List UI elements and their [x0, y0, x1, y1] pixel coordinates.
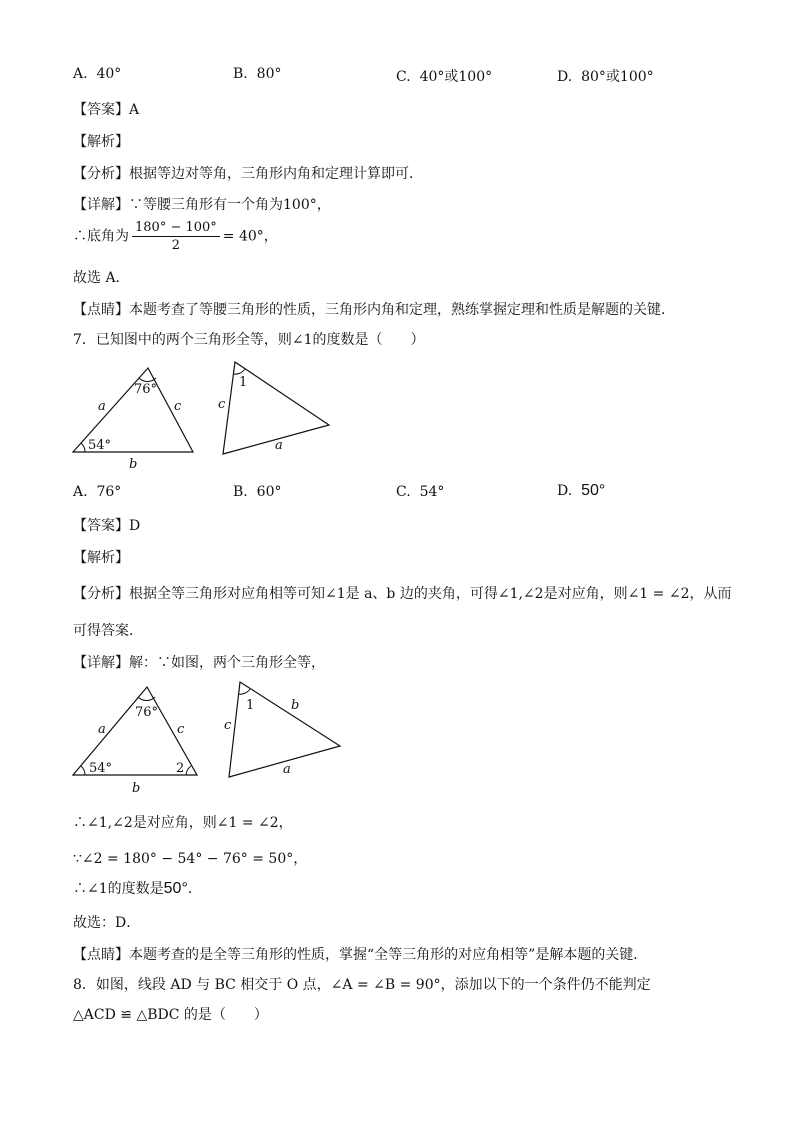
q7-option-c: C. 54°: [396, 484, 445, 500]
side-c-label: c: [224, 718, 232, 733]
angle-76-label: 76°: [134, 382, 158, 397]
q7-step3: ∴∠1的度数是50°．: [73, 880, 202, 897]
q6-comment: 【点睛】本题考查了等腰三角形的性质，三角形内角和定理，熟练掌握定理和性质是解题的关键．: [73, 302, 675, 318]
q6-fenxi: 【分析】根据等边对等角，三角形内角和定理计算即可．: [73, 166, 423, 182]
side-a-label: a: [98, 399, 106, 414]
side-a-label: a: [98, 722, 106, 737]
angle-54-label: 54°: [88, 438, 112, 453]
q7-option-d: D. 50°: [557, 482, 606, 499]
angle-54-label: 54°: [89, 761, 113, 776]
q6-option-b: B. 80°: [233, 66, 282, 82]
q6-calculation: ∴底角为 $\frac{180^\circ - 100^\circ}{2}$ = 40°，: [73, 220, 278, 253]
q7-answer: 【答案】D: [73, 518, 141, 534]
triangle-left: [73, 687, 197, 796]
q7-comment: 【点睛】本题考查的是全等三角形的性质，掌握“全等三角形的对应角相等”是解本题的关键．: [73, 947, 648, 963]
fraction: $\frac{180^\circ - 100^\circ}{2}$: [132, 220, 220, 253]
q6-option-a: A. 40°: [73, 66, 122, 82]
angle-2-label: 2: [176, 761, 185, 776]
q7-option-b: B. 60°: [233, 484, 282, 500]
angle-1-label: 1: [246, 698, 255, 713]
q7-step2: ∵∠2 = 180° − 54° − 76° = 50°，: [73, 851, 308, 867]
angle-1-label: 1: [239, 375, 248, 390]
q6-detail: 【详解】∵等腰三角形有一个角为100°，: [73, 197, 331, 213]
q7-step1: ∴∠1,∠2是对应角，则∠1 = ∠2，: [73, 815, 293, 831]
q7-choose: 故选：D．: [73, 915, 141, 931]
side-b-label: b: [129, 457, 138, 472]
side-a-label: a: [283, 762, 291, 777]
side-c-label: c: [177, 722, 185, 737]
q6-choose: 故选 A．: [73, 270, 130, 286]
q7-stem: 7．已知图中的两个三角形全等，则∠1的度数是（ ）: [73, 332, 425, 348]
q7-fenxi-line1: 【分析】根据全等三角形对应角相等可知∠1是 a、b 边的夹角，可得∠1,∠2是对应角，则∠1 = ∠2，从而: [73, 586, 732, 602]
q6-answer: 【答案】A: [73, 102, 140, 118]
q8-stem-line1: 8．如图，线段 AD 与 BC 相交于 O 点，∠A = ∠B = 90°，添加以下的一个条件仍不能判定: [73, 977, 651, 993]
side-c-label: c: [174, 399, 182, 414]
q7-fenxi-line2: 可得答案．: [73, 623, 143, 639]
q6-analysis-heading: 【解析】: [73, 134, 129, 150]
q6-option-c: C. 40°或100°: [396, 69, 493, 85]
side-c-label: c: [218, 397, 226, 412]
q7-detail: 【详解】解：∵如图，两个三角形全等，: [73, 655, 325, 671]
q6-option-d: D. 80°或100°: [557, 69, 654, 85]
q7-solution-figure: [60, 678, 360, 798]
triangle-right: [224, 682, 340, 777]
q7-figure: [60, 355, 350, 475]
side-b-label: b: [291, 698, 300, 713]
triangle-right: [218, 362, 329, 454]
q8-stem-line2: △ACD ≌ △BDC 的是（ ）: [73, 1007, 268, 1023]
triangle-left: [73, 368, 193, 472]
angle-76-label: 76°: [135, 705, 159, 720]
q7-analysis-heading: 【解析】: [73, 550, 129, 566]
side-b-label: b: [132, 781, 141, 796]
q7-option-a: A. 76°: [73, 484, 122, 500]
side-a-label: a: [275, 438, 283, 453]
